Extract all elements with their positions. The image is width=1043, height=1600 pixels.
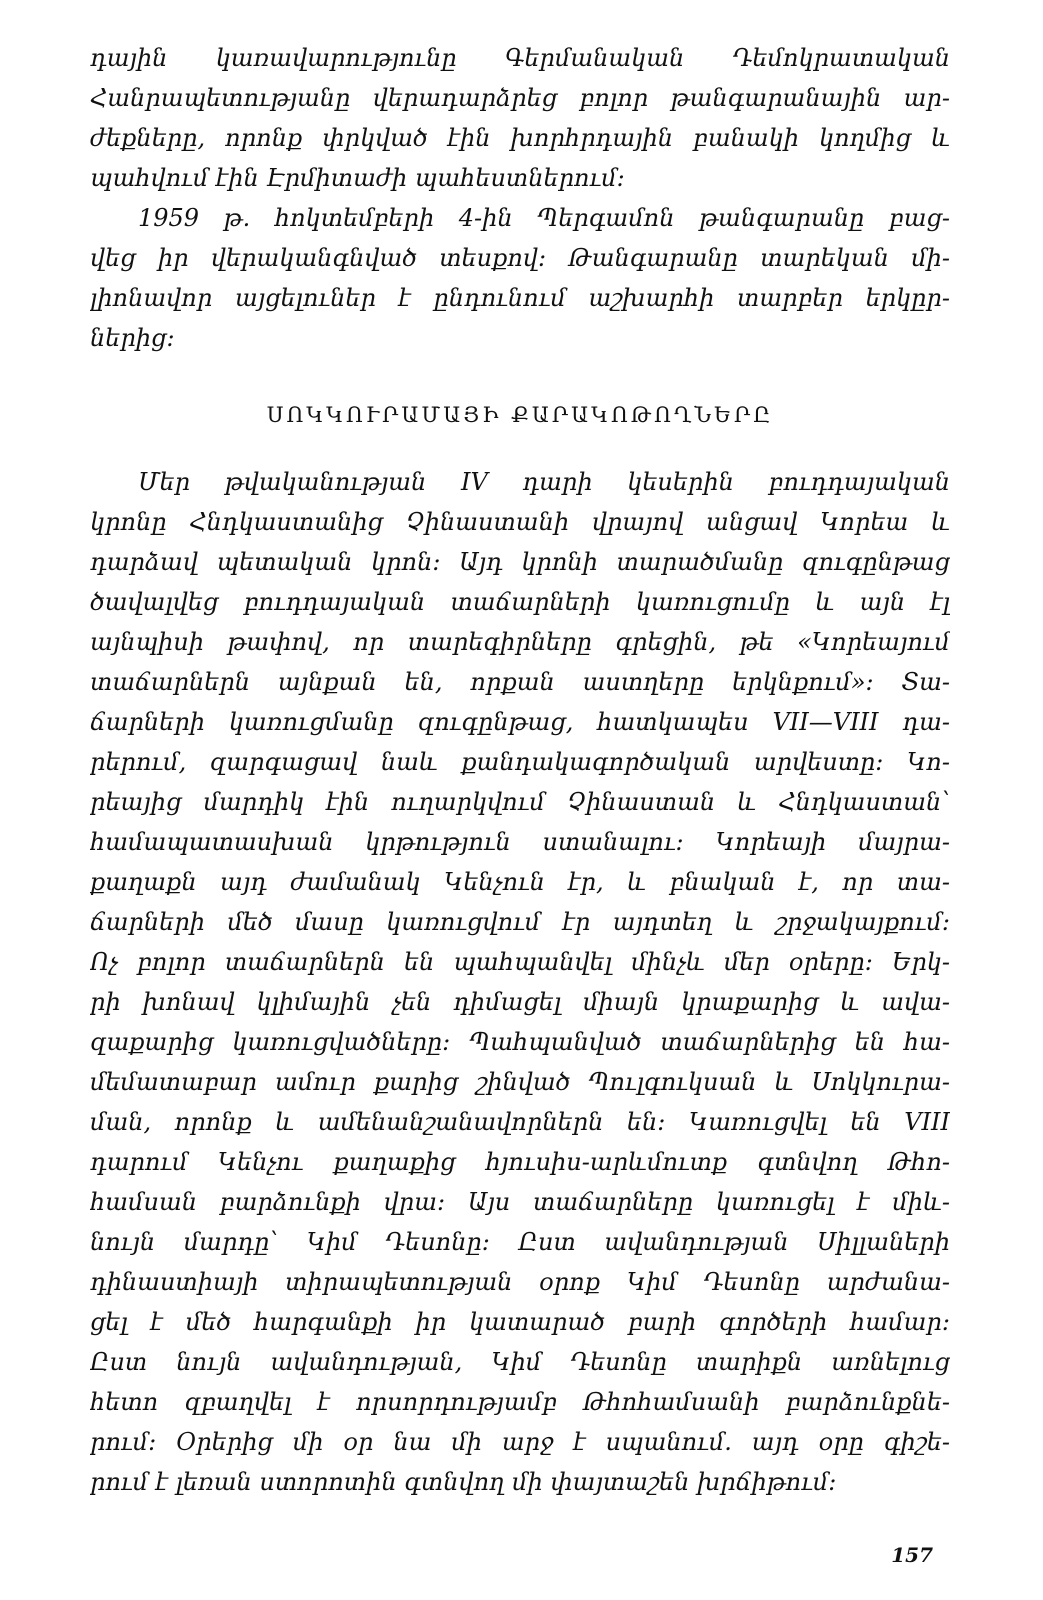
- text-line: ծավալվեց բուդդայական տաճարների կառուցումը և այն էլ: [90, 588, 950, 616]
- text-line: րի խոնավ կլիմային չեն դիմացել միայն կրաքարից և ավա-: [90, 988, 950, 1016]
- main-paragraph: [90, 462, 950, 1502]
- text-line: կրոնը Հնդկաստանից Չինաստանի վրայով անցավ Կորեա և: [90, 508, 950, 536]
- page-number: 157: [891, 1543, 933, 1567]
- text-line: ժեքները, որոնք փրկված էին խորհրդային բանակի կողմից և: [90, 124, 950, 152]
- text-line: զաքարից կառուցվածները։ Պահպանված տաճարներից են հա-: [90, 1028, 950, 1056]
- text-line: րում։ Օրերից մի օր նա մի արջ է սպանում. այդ օրը գիշե-: [90, 1428, 950, 1456]
- text-line: ճարների կառուցմանը զուգընթաց, հատկապես VII—VIII դա-: [90, 708, 950, 736]
- text-line: Ըստ նույն ավանդության, Կիմ Դեսոնը տարիքն առնելուց: [90, 1348, 950, 1376]
- text-line: մեմատաբար ամուր քարից շինված Պուլգուկսան և Սոկկուրա-: [90, 1068, 950, 1096]
- text-line: հետո զբաղվել է որսորդությամբ Թհոհամսանի բարձունքնե-: [90, 1388, 950, 1416]
- text-line: ներից։: [90, 324, 175, 352]
- text-line: րում է լեռան ստորոտին գտնվող մի փայտաշեն խրճիթում։: [90, 1468, 837, 1496]
- text-line: այնպիսի թափով, որ տարեգիրները գրեցին, թե «Կորեայում: [90, 628, 950, 656]
- section-heading: ՍՈԿԿՈՒՐԱՄԱՅԻ ՔԱՐԱԿՈԹՈՂՆԵՐԸ: [266, 403, 774, 427]
- text-line: դինաստիայի տիրապետության օրոք Կիմ Դեսոնը արժանա-: [90, 1268, 950, 1296]
- text-line: Հանրապետությանը վերադարձրեց բոլոր թանգարանային ար-: [90, 84, 950, 112]
- text-line: համսան բարձունքի վրա։ Այս տաճարները կառուցել է միև-: [90, 1188, 950, 1216]
- text-line: ցել է մեծ հարգանքի իր կատարած բարի գործերի համար։: [90, 1308, 950, 1336]
- text-line: դային կառավարությունը Գերմանական Դեմոկրատական: [90, 44, 950, 72]
- text-line: 1959 թ. հոկտեմբերի 4-ին Պերգամոն թանգարանը բաց-: [138, 204, 950, 232]
- text-line: պահվում էին Էրմիտաժի պահեստներում։: [90, 164, 625, 192]
- text-line: րերում, զարգացավ նաև քանդակագործական արվեստը։ Կո-: [90, 748, 950, 776]
- text-line: վեց իր վերականգնված տեսքով։ Թանգարանը տարեկան մի-: [90, 244, 950, 272]
- text-line: համապատասխան կրթություն ստանալու։ Կորեայի մայրա-: [90, 828, 950, 856]
- text-line: դարձավ պետական կրոն։ Այդ կրոնի տարածմանը զուգընթաց: [90, 548, 950, 576]
- text-line: քաղաքն այդ ժամանակ Կենչուն էր, և բնական է, որ տա-: [90, 868, 950, 896]
- text-line: Ոչ բոլոր տաճարներն են պահպանվել մինչև մեր օրերը։ Երկ-: [90, 948, 950, 976]
- text-line: նույն մարդը՝ Կիմ Դեսոնը։ Ըստ ավանդության Սիլլաների: [90, 1228, 950, 1256]
- text-line: Մեր թվականության IV դարի կեսերին բուդդայական: [138, 468, 950, 496]
- intro-paragraphs: [90, 38, 950, 358]
- text-line: րեայից մարդիկ էին ուղարկվում Չինաստան և Հնդկաստան՝: [90, 788, 950, 816]
- text-line: ման, որոնք և ամենանշանավորներն են։ Կառուցվել են VIII: [90, 1108, 950, 1136]
- text-line: դարում Կենչու քաղաքից հյուսիս-արևմուտք գտնվող Թհո-: [90, 1148, 950, 1176]
- text-line: տաճարներն այնքան են, որքան աստղերը երկնքում»։ Տա-: [90, 668, 950, 696]
- text-line: լիոնավոր այցելուներ է ընդունում աշխարհի տարբեր երկըր-: [90, 284, 950, 312]
- text-line: ճարների մեծ մասը կառուցվում էր այդտեղ և շրջակայքում։: [90, 908, 950, 936]
